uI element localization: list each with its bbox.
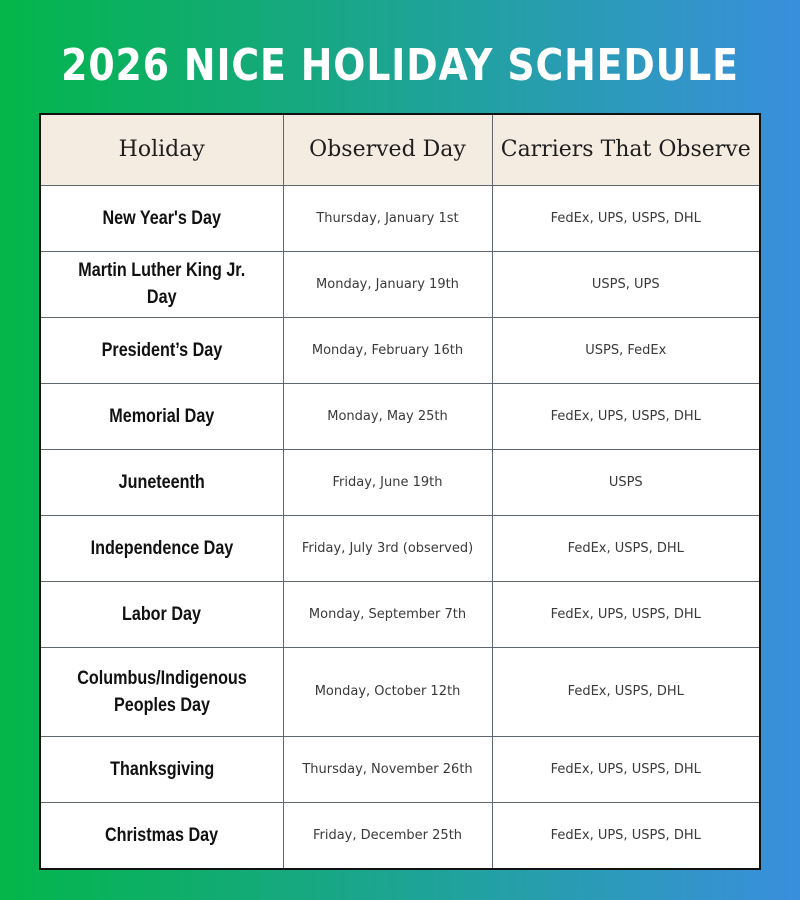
carriers: FedEx, USPS, DHL [492,647,759,736]
table-row [41,449,759,515]
column-header-carriers: Carriers That Observe [492,115,759,185]
holiday-name: Martin Luther King Jr. Day [41,251,283,317]
holiday-name: Independence Day [41,515,283,581]
table-row [41,515,759,581]
table-row [41,251,759,317]
observed-day: Monday, September 7th [283,581,492,647]
carriers: FedEx, UPS, USPS, DHL [492,185,759,251]
table-row [41,736,759,802]
observed-day: Monday, January 19th [283,251,492,317]
table-row [41,802,759,868]
observed-day: Friday, December 25th [283,802,492,868]
carriers: USPS [492,449,759,515]
holiday-name: Thanksgiving [41,736,283,802]
observed-day: Monday, October 12th [283,647,492,736]
table-row [41,647,759,736]
carriers: FedEx, UPS, USPS, DHL [492,736,759,802]
holiday-name: Columbus/Indigenous Peoples Day [41,647,283,736]
carriers: FedEx, UPS, USPS, DHL [492,802,759,868]
table-row [41,383,759,449]
table-row [41,581,759,647]
carriers: FedEx, UPS, USPS, DHL [492,383,759,449]
holiday-name: Juneteenth [41,449,283,515]
holiday-name: Memorial Day [41,383,283,449]
carriers: USPS, UPS [492,251,759,317]
observed-day: Thursday, November 26th [283,736,492,802]
observed-day: Monday, May 25th [283,383,492,449]
holiday-name: President’s Day [41,317,283,383]
page-title: 2026 NICE HOLIDAY SCHEDULE [61,40,739,91]
holiday-name: New Year's Day [41,185,283,251]
carriers: USPS, FedEx [492,317,759,383]
holiday-name: Christmas Day [41,802,283,868]
column-header-holiday: Holiday [41,115,283,185]
table-header-row [41,115,759,185]
carriers: FedEx, UPS, USPS, DHL [492,581,759,647]
holiday-name: Labor Day [41,581,283,647]
observed-day: Friday, June 19th [283,449,492,515]
column-header-observed-day: Observed Day [283,115,492,185]
observed-day: Thursday, January 1st [283,185,492,251]
table-row [41,185,759,251]
observed-day: Monday, February 16th [283,317,492,383]
observed-day: Friday, July 3rd (observed) [283,515,492,581]
holiday-schedule-table [39,113,761,870]
table-row [41,317,759,383]
carriers: FedEx, USPS, DHL [492,515,759,581]
